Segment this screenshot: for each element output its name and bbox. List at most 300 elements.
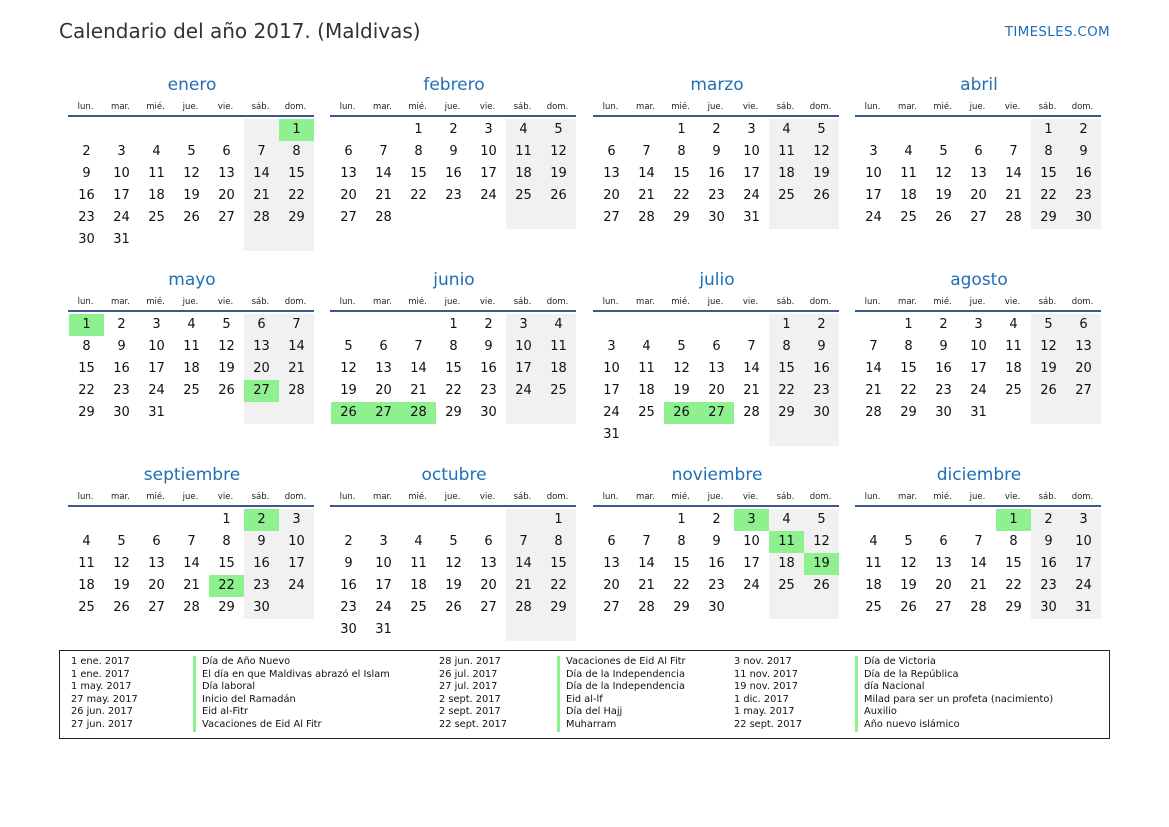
legend-date: 1 ene. 2017 [71,668,130,680]
day-cell: 15 [673,166,690,181]
day-cell: 15 [673,556,690,571]
day-cell: 28 [970,600,987,615]
empty-cell [506,402,541,424]
empty-cell [174,229,209,251]
day-cell: 8 [769,336,804,358]
day-cell: 31 [603,427,620,442]
day-cell: 19 [113,578,130,593]
empty-cell [594,314,629,336]
day-cell: 24 [603,405,620,420]
day-cell: 21 [375,188,392,203]
weekday-label: dom. [1071,102,1094,112]
day-cell: 13 [375,361,392,376]
day-cell: 30 [1066,207,1101,229]
empty-cell [629,509,664,531]
day-cell: 15 [410,166,427,181]
weekday-label: sáb. [513,102,532,112]
legend-holiday-name: Inicio del Ramadán [193,694,390,707]
weekday-label: jue. [182,297,199,307]
day-cell: 23 [113,383,130,398]
day-cell: 17 [603,383,620,398]
day-cell: 3 [152,317,161,332]
day-cell: 8 [1031,141,1066,163]
day-cell: 20 [148,578,165,593]
weekday-header [330,99,576,117]
legend-dates-column [71,656,138,732]
day-cell: 25 [900,210,917,225]
weekday-label: dom. [546,492,569,502]
day-cell: 19 [1031,358,1066,380]
day-cell: 30 [804,402,839,424]
weekday-header [593,99,839,117]
empty-cell [279,229,314,251]
legend-holiday-name: El día en que Maldivas abrazó el Islam [193,669,390,682]
day-cell: 17 [743,166,760,181]
legend-date: 1 may. 2017 [734,706,795,718]
day-cell: 26 [900,600,917,615]
day-cell: 9 [449,144,458,159]
weekday-label: mar. [373,297,392,307]
legend-holiday-name: Auxilio [855,706,1053,719]
weekday-label: jue. [707,297,724,307]
day-cell: 10 [148,339,165,354]
month-name: agosto [950,270,1008,290]
day-cell: 29 [78,405,95,420]
legend-holiday-name: Milad para ser un profeta (nacimiento) [855,694,1053,707]
weekday-label: sáb. [251,102,270,112]
weekday-label: jue. [707,492,724,502]
day-cell: 27 [603,210,620,225]
empty-cell [401,619,436,641]
day-cell: 9 [484,339,493,354]
day-cell: 10 [1066,531,1101,553]
weekday-header [68,294,314,312]
day-cell: 16 [78,188,95,203]
weekday-header [68,99,314,117]
weekday-label: vie. [1004,102,1021,112]
weekday-label: mié. [408,297,427,307]
day-cell: 19 [445,578,462,593]
month-octubre [331,461,577,641]
day-cell: 26 [541,185,576,207]
day-cell: 26 [183,210,200,225]
empty-cell [734,314,769,336]
day-cell: 15 [900,361,917,376]
day-grid [594,314,840,446]
day-cell: 25 [541,380,576,402]
day-cell: 16 [244,553,279,575]
day-cell: 12 [340,361,357,376]
empty-cell [699,314,734,336]
day-cell: 5 [1031,314,1066,336]
holiday-day-cell: 26 [664,402,699,424]
day-grid [331,314,577,424]
day-cell: 4 [414,534,423,549]
weekday-header [593,294,839,312]
empty-cell [804,424,839,446]
empty-cell [506,619,541,641]
day-cell: 20 [218,188,235,203]
day-cell: 9 [82,166,91,181]
day-cell: 6 [607,534,616,549]
legend-date: 2 sept. 2017 [439,706,501,718]
day-cell: 18 [148,188,165,203]
weekday-label: mar. [111,102,130,112]
day-cell: 9 [244,531,279,553]
day-cell: 15 [541,553,576,575]
day-cell: 22 [279,185,314,207]
weekday-label: mié. [408,492,427,502]
day-cell: 9 [712,534,721,549]
weekday-label: sáb. [776,492,795,502]
day-cell: 17 [1066,553,1101,575]
weekday-label: sáb. [1038,492,1057,502]
empty-cell [69,119,104,141]
day-cell: 12 [935,166,952,181]
day-cell: 14 [375,166,392,181]
day-cell: 18 [506,163,541,185]
day-cell: 26 [445,600,462,615]
weekday-label: vie. [217,102,234,112]
holiday-day-cell: 19 [804,553,839,575]
day-cell: 23 [804,380,839,402]
day-cell: 14 [865,361,882,376]
day-cell: 20 [935,578,952,593]
empty-cell [891,509,926,531]
day-cell: 22 [900,383,917,398]
day-cell: 23 [480,383,497,398]
day-cell: 6 [1066,314,1101,336]
weekday-label: lun. [864,492,881,502]
day-cell: 28 [1005,210,1022,225]
weekday-label: mar. [636,297,655,307]
month-agosto [856,266,1102,424]
day-cell: 7 [642,534,651,549]
legend-date: 27 jul. 2017 [439,681,498,693]
weekday-label: lun. [864,297,881,307]
day-cell: 4 [769,509,804,531]
empty-cell [209,229,244,251]
day-cell: 14 [506,553,541,575]
day-cell: 24 [506,380,541,402]
weekday-label: lun. [864,102,881,112]
day-cell: 31 [375,622,392,637]
day-cell: 2 [939,317,948,332]
day-cell: 6 [712,339,721,354]
day-cell: 25 [1005,383,1022,398]
month-enero [69,71,315,251]
day-cell: 14 [410,361,427,376]
day-cell: 31 [743,210,760,225]
empty-cell [629,119,664,141]
day-cell: 17 [970,361,987,376]
day-cell: 29 [673,600,690,615]
day-cell: 7 [1009,144,1018,159]
day-cell: 8 [82,339,91,354]
month-noviembre [594,461,840,619]
day-cell: 21 [743,383,760,398]
empty-cell [104,509,139,531]
empty-cell [769,207,804,229]
day-cell: 17 [506,358,541,380]
empty-cell [926,509,961,531]
day-cell: 23 [340,600,357,615]
month-febrero [331,71,577,229]
day-cell: 2 [1031,509,1066,531]
day-cell: 7 [244,141,279,163]
empty-cell [594,509,629,531]
weekday-label: jue. [182,492,199,502]
day-cell: 18 [1005,361,1022,376]
empty-cell [996,402,1031,424]
day-cell: 29 [279,207,314,229]
legend-date: 3 nov. 2017 [734,656,792,667]
weekday-label: dom. [1071,492,1094,502]
site-link[interactable]: TIMESLES.COM [1004,24,1110,40]
day-cell: 10 [970,339,987,354]
day-cell: 3 [379,534,388,549]
weekday-label: vie. [1004,492,1021,502]
legend-date: 1 may. 2017 [71,681,132,693]
day-cell: 15 [218,556,235,571]
day-cell: 13 [244,336,279,358]
day-cell: 27 [935,600,952,615]
day-cell: 4 [187,317,196,332]
day-cell: 17 [865,188,882,203]
day-cell: 7 [747,339,756,354]
weekday-label: vie. [742,102,759,112]
day-cell: 7 [642,144,651,159]
day-cell: 27 [340,210,357,225]
empty-cell [331,119,366,141]
holiday-day-cell: 26 [331,402,366,424]
weekday-label: lun. [339,297,356,307]
day-cell: 28 [865,405,882,420]
legend-holiday-name: Día de la Independencia [557,681,686,694]
day-cell: 17 [480,166,497,181]
legend-names-column [557,656,686,732]
day-cell: 2 [804,314,839,336]
holiday-day-cell: 11 [769,531,804,553]
day-cell: 29 [445,405,462,420]
day-cell: 30 [708,210,725,225]
day-cell: 22 [1005,578,1022,593]
day-cell: 15 [279,163,314,185]
day-cell: 13 [603,166,620,181]
weekday-label: lun. [602,492,619,502]
legend-holiday-name: Día de la Independencia [557,669,686,682]
day-cell: 11 [865,556,882,571]
day-cell: 11 [148,166,165,181]
empty-cell [541,402,576,424]
day-cell: 20 [1066,358,1101,380]
day-cell: 28 [638,600,655,615]
day-cell: 25 [183,383,200,398]
day-cell: 28 [183,600,200,615]
empty-cell [804,207,839,229]
weekday-label: vie. [479,492,496,502]
empty-cell [541,619,576,641]
weekday-label: mié. [671,297,690,307]
weekday-header [855,294,1101,312]
day-cell: 5 [804,119,839,141]
day-cell: 5 [939,144,948,159]
day-cell: 8 [414,144,423,159]
day-cell: 1 [449,317,458,332]
empty-cell [139,229,174,251]
weekday-label: vie. [217,297,234,307]
day-cell: 22 [673,578,690,593]
day-cell: 16 [480,361,497,376]
day-cell: 15 [445,361,462,376]
day-cell: 8 [541,531,576,553]
day-cell: 27 [480,600,497,615]
day-cell: 27 [148,600,165,615]
month-septiembre [69,461,315,619]
day-cell: 14 [244,163,279,185]
weekday-label: mar. [636,492,655,502]
month-name: mayo [168,270,216,290]
holiday-day-cell: 1 [279,119,314,141]
day-cell: 24 [743,578,760,593]
day-cell: 12 [183,166,200,181]
day-cell: 20 [603,578,620,593]
month-name: marzo [690,75,744,95]
weekday-label: mar. [898,297,917,307]
day-cell: 26 [804,185,839,207]
month-name: julio [699,270,735,290]
legend-date: 1 ene. 2017 [71,656,130,667]
day-cell: 1 [677,122,686,137]
day-cell: 27 [218,210,235,225]
day-cell: 11 [410,556,427,571]
weekday-label: mié. [933,102,952,112]
day-cell: 24 [279,575,314,597]
day-grid [331,119,577,229]
month-junio [331,266,577,424]
month-name: febrero [423,75,485,95]
day-cell: 25 [148,210,165,225]
day-cell: 21 [244,185,279,207]
day-cell: 19 [935,188,952,203]
day-cell: 15 [1031,163,1066,185]
empty-cell [961,119,996,141]
day-cell: 4 [642,339,651,354]
empty-cell [471,619,506,641]
day-cell: 21 [865,383,882,398]
day-cell: 19 [183,188,200,203]
day-cell: 3 [869,144,878,159]
day-cell: 4 [769,119,804,141]
month-julio [594,266,840,446]
month-name: octubre [421,465,487,485]
day-cell: 29 [1005,600,1022,615]
day-cell: 7 [414,339,423,354]
empty-cell [69,509,104,531]
empty-cell [331,509,366,531]
weekday-label: jue. [707,102,724,112]
day-cell: 26 [935,210,952,225]
weekday-label: mié. [671,492,690,502]
empty-cell [279,597,314,619]
day-cell: 7 [187,534,196,549]
day-cell: 6 [607,144,616,159]
empty-cell [244,229,279,251]
day-cell: 16 [113,361,130,376]
day-cell: 11 [183,339,200,354]
weekday-label: jue. [969,492,986,502]
day-cell: 4 [541,314,576,336]
day-cell: 16 [340,578,357,593]
day-cell: 9 [344,556,353,571]
weekday-label: dom. [284,492,307,502]
day-cell: 19 [218,361,235,376]
day-cell: 30 [935,405,952,420]
weekday-label: mié. [146,102,165,112]
weekday-label: vie. [742,492,759,502]
day-cell: 18 [78,578,95,593]
empty-cell [174,509,209,531]
day-cell: 27 [603,600,620,615]
day-cell: 21 [506,575,541,597]
day-cell: 19 [340,383,357,398]
weekday-label: dom. [284,102,307,112]
day-cell: 2 [712,122,721,137]
day-cell: 12 [218,339,235,354]
day-cell: 23 [935,383,952,398]
legend-holiday-name: día Nacional [855,681,1053,694]
empty-cell [139,119,174,141]
weekday-label: sáb. [776,102,795,112]
day-cell: 4 [869,534,878,549]
empty-cell [436,619,471,641]
day-cell: 14 [638,166,655,181]
day-cell: 25 [769,575,804,597]
day-cell: 21 [1005,188,1022,203]
day-cell: 23 [244,575,279,597]
day-cell: 29 [1031,207,1066,229]
day-cell: 2 [449,122,458,137]
day-cell: 5 [904,534,913,549]
day-cell: 18 [865,578,882,593]
day-cell: 1 [541,509,576,531]
weekday-header [68,489,314,507]
empty-cell [139,509,174,531]
weekday-label: jue. [444,297,461,307]
empty-cell [401,314,436,336]
day-cell: 29 [541,597,576,619]
weekday-label: dom. [284,297,307,307]
day-cell: 21 [970,578,987,593]
weekday-label: mar. [111,297,130,307]
day-cell: 30 [113,405,130,420]
weekday-label: sáb. [251,297,270,307]
day-cell: 1 [769,314,804,336]
day-cell: 29 [900,405,917,420]
day-cell: 25 [78,600,95,615]
legend-holiday-name: Día de Victoria [855,656,1053,669]
day-cell: 8 [677,144,686,159]
day-cell: 15 [1005,556,1022,571]
day-cell: 24 [865,210,882,225]
day-cell: 1 [222,512,231,527]
weekday-label: jue. [969,102,986,112]
day-cell: 11 [78,556,95,571]
weekday-label: sáb. [1038,102,1057,112]
day-cell: 19 [673,383,690,398]
day-cell: 9 [804,336,839,358]
empty-cell [594,119,629,141]
